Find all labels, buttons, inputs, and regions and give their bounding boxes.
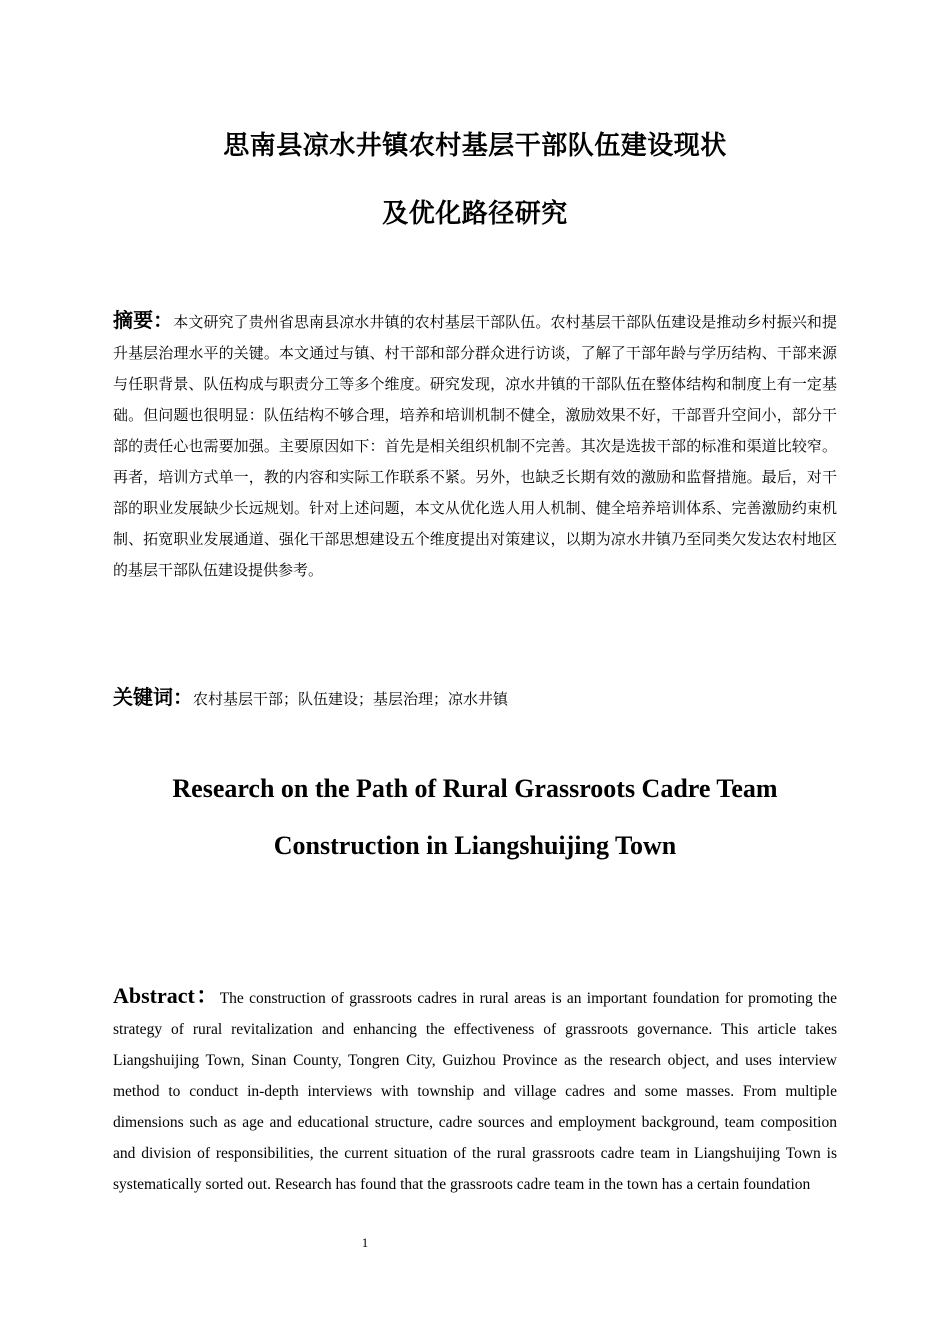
english-abstract-text: The construction of grassroots cadres in rural areas is an important foundation for promoting the strategy of rural revitalization and enhancing the effectiveness of grassroots governance. This article takes Liangshuijing Town, Sinan County, Tongren City, Guizhou Province as the research object, and uses interview method to conduct in-depth interviews with township and village cadres and some masses. From multiple dimensions such as age and educational structure, cadre sources and employment background, team composition and division of responsibilities, the current situation of the rural grassroots cadre team in Liangshuijing Town is systematically sorted out. Research has found that the grassroots cadre team in the town has a certain foundation xyxy=(113,990,837,1193)
chinese-abstract xyxy=(113,305,837,586)
chinese-abstract-text: 本文研究了贵州省思南县凉水井镇的农村基层干部队伍。农村基层干部队伍建设是推动乡村振兴和提升基层治理水平的关键。本文通过与镇、村干部和部分群众进行访谈，了解了干部年龄与学历结构、干部来源与任职背景、队伍构成与职责分工等多个维度。研究发现，凉水井镇的干部队伍在整体结构和制度上有一定基础。但问题也很明显：队伍结构不够合理，培养和培训机制不健全，激励效果不好，干部晋升空间小，部分干部的责任心也需要加强。主要原因如下：首先是相关组织机制不完善。其次是选拔干部的标准和渠道比较窄。再者，培训方式单一，教的内容和实际工作联系不紧。另外，也缺乏长期有效的激励和监督措施。最后，对干部的职业发展缺少长远规划。针对上述问题，本文从优化选人用人机制、健全培养培训体系、完善激励约束机制、拓宽职业发展通道、强化干部思想建设五个维度提出对策建议，以期为凉水井镇乃至同类欠发达农村地区的基层干部队伍建设提供参考。 xyxy=(113,313,837,579)
english-title-line-1: Research on the Path of Rural Grassroots Cadre Team xyxy=(172,774,778,803)
english-abstract xyxy=(113,980,837,1200)
chinese-abstract-label: 摘要： xyxy=(113,308,174,332)
chinese-title-line-2: 及优化路径研究 xyxy=(382,199,568,229)
chinese-title-line-1: 思南县凉水井镇农村基层干部队伍建设现状 xyxy=(223,131,727,161)
chinese-keywords xyxy=(113,682,837,715)
page-number: 1 xyxy=(361,1235,369,1250)
english-title-line-2: Construction in Liangshuijing Town xyxy=(273,831,677,860)
chinese-keywords-label: 关键词： xyxy=(113,685,193,709)
english-abstract-label: Abstract： xyxy=(113,983,220,1008)
chinese-keywords-text: 农村基层干部；队伍建设；基层治理；凉水井镇 xyxy=(193,690,509,708)
